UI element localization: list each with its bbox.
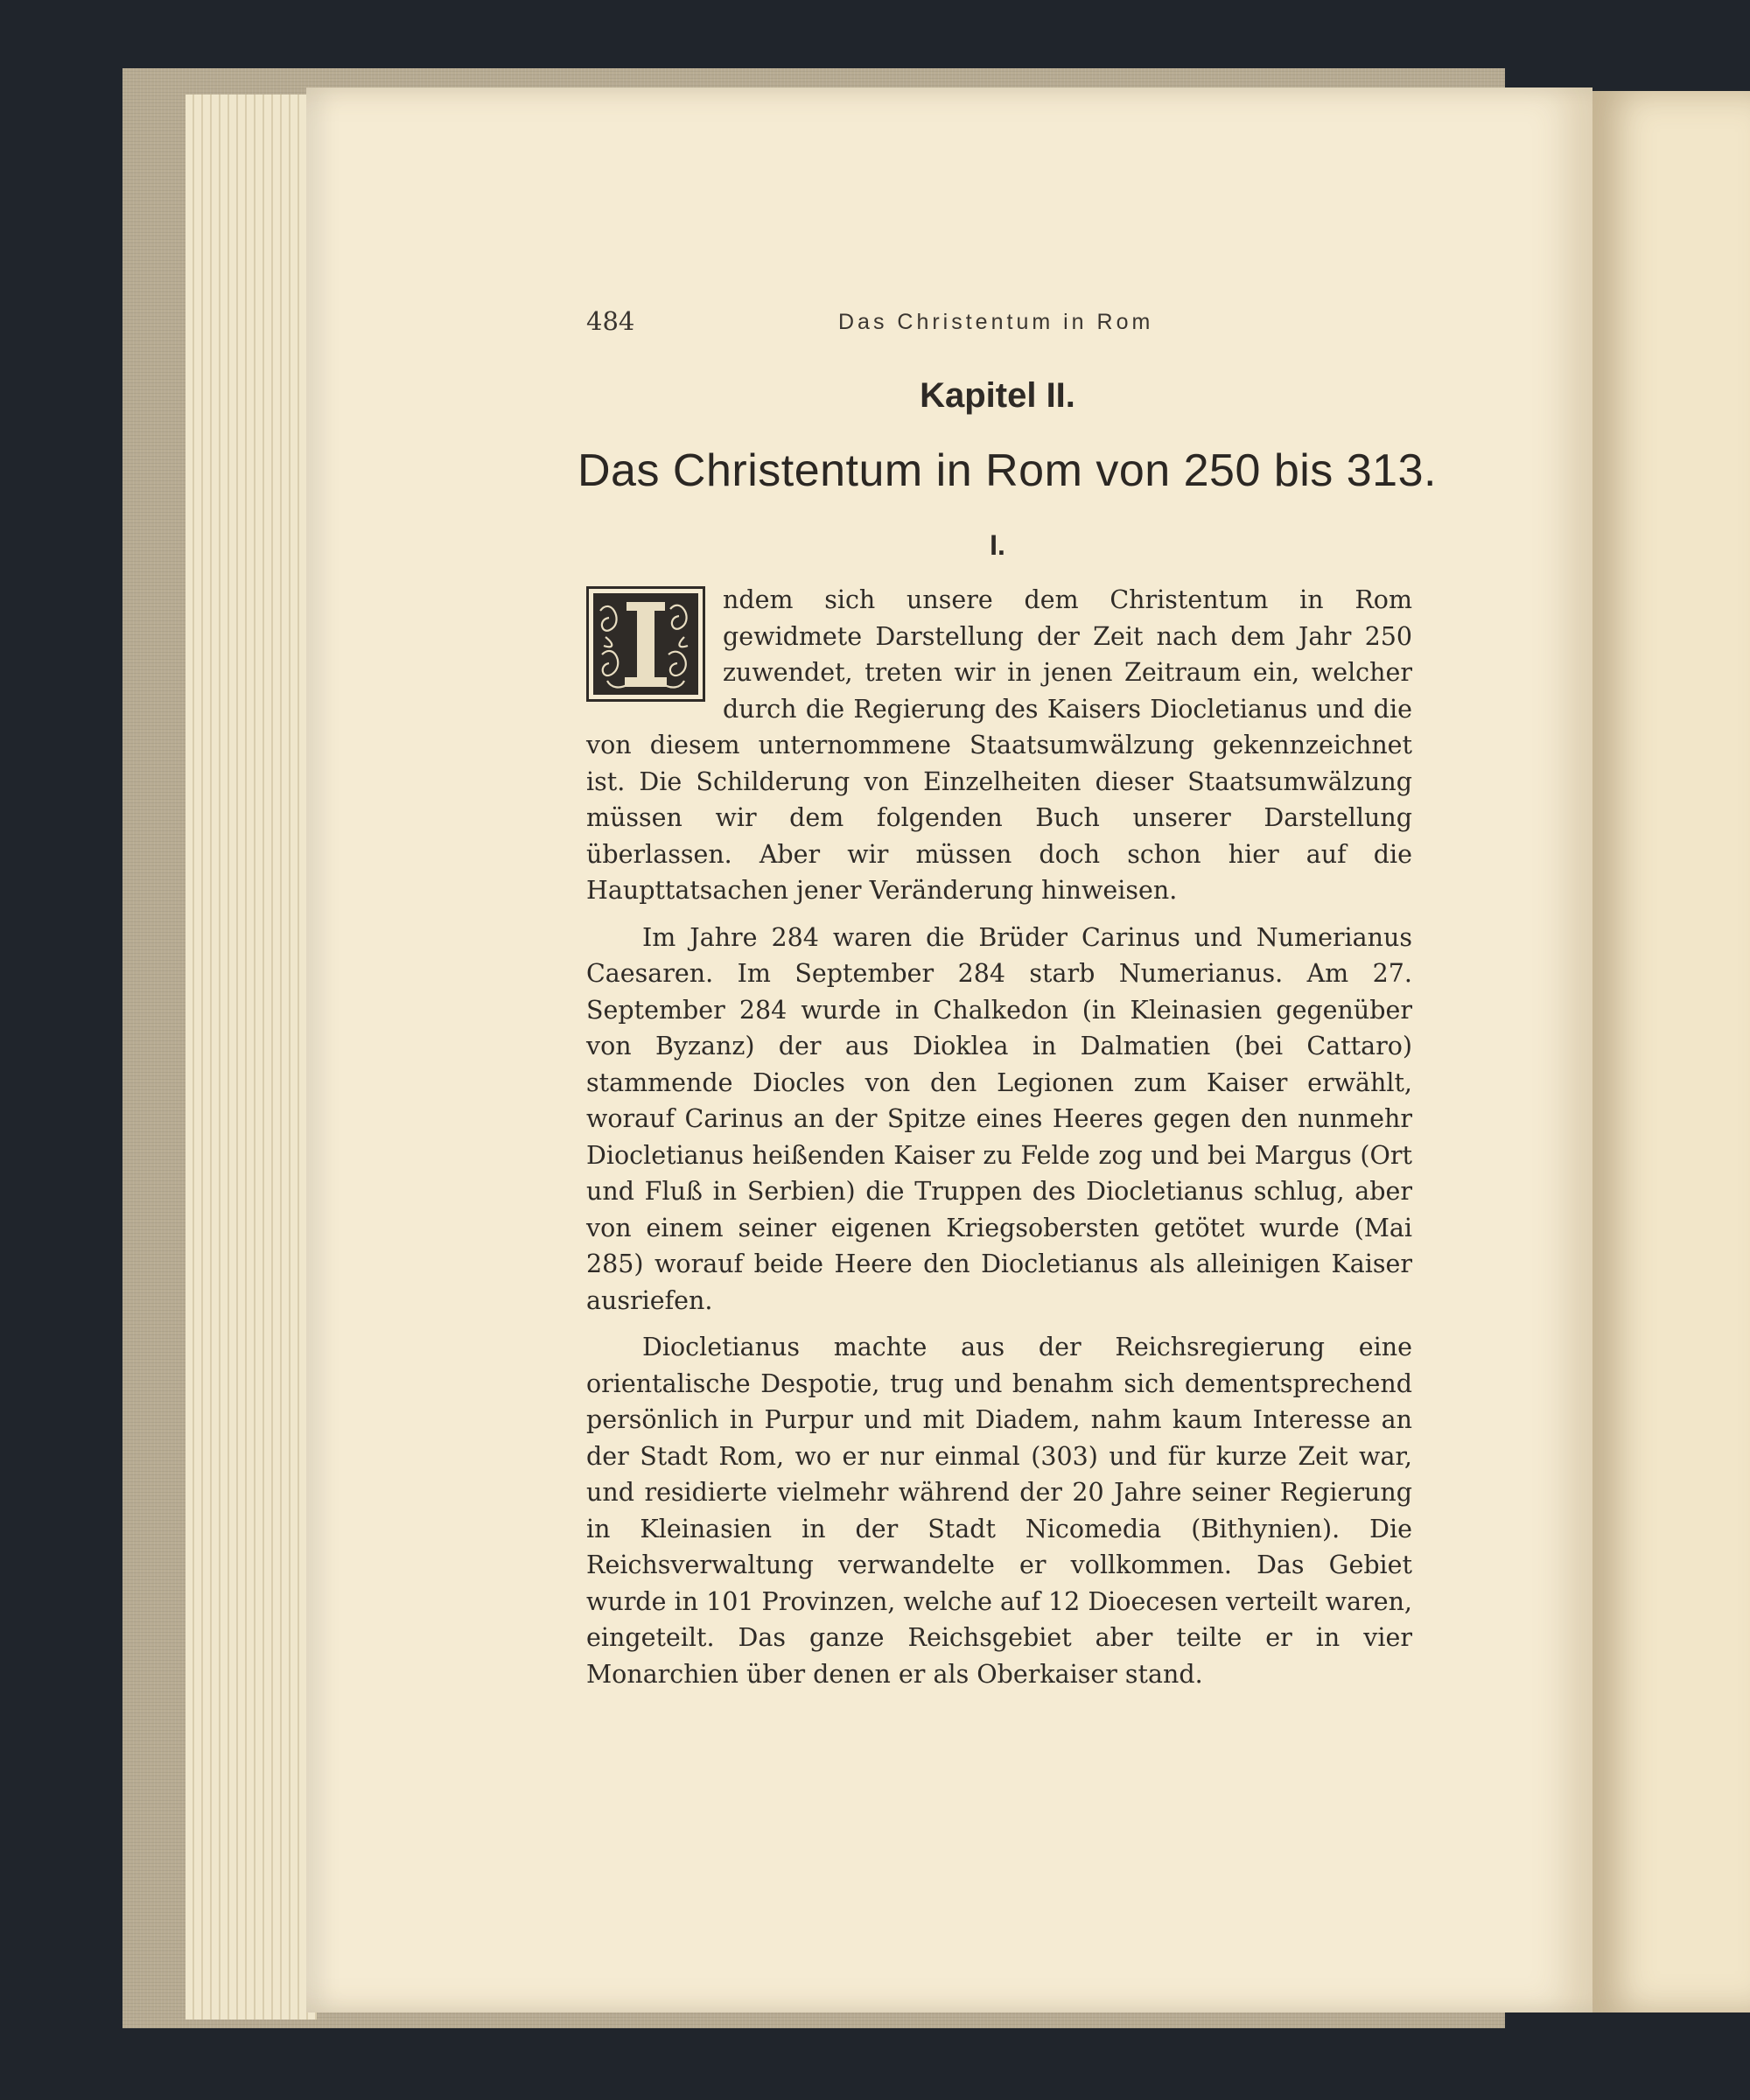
running-header (586, 306, 1409, 345)
ornament-icon (593, 593, 698, 695)
page-edges (186, 94, 317, 2020)
decorative-initial (586, 586, 705, 702)
body-text (586, 582, 1412, 1692)
section-number: I. (990, 529, 1005, 561)
paragraph: Im Jahre 284 waren die Brüder Carinus und Numerianus Caesaren. Im September 284 starb Numerianus. Am 27. September 284 wurde in Chalkedon (in Kleinasien gegenüber von Byzanz) der aus Dioklea in Dalmatien (bei Cattaro) stammende Diocles von den Legionen zum Kaiser erwählt, worauf Carinus an der Spitze eines Heeres gegen den nunmehr Diocletianus heißenden Kaiser zu Felde zog und bei Margus (Ort und Fluß in Serbien) die Truppen des Diocletianus schlug, aber von einem seiner eigenen Kriegsobersten getötet wurde (Mai 285) worauf beide Heere den Diocletianus als alleinigen Kaiser ausriefen. (586, 922, 1412, 1315)
paragraph: Diocletianus machte aus der Reichsregierung eine orientalische Despotie, trug und benahm sich dementsprechend persönlich in Purpur und mit Diadem, nahm kaum Interesse an der Stadt Rom, wo er nur einmal (303) und für kurze Zeit war, und residierte vielmehr während der 20 Jahre seiner Regierung in Kleinasien in der Stadt Nicomedia (Bithynien). Die Reichsverwaltung verwandelte er vollkommen. Das Gebiet wurde in 101 Provinzen, welche auf 12 Dioecesen verteilt waren, eingeteilt. Das ganze Reichsgebiet aber teilte er in vier Monarchien über denen er als Oberkaiser stand. (586, 1333, 1412, 1689)
page-number: 484 (586, 306, 635, 336)
chapter-title: Das Christentum in Rom von 250 bis 313. (578, 445, 1437, 496)
chapter-label: Kapitel II. (920, 376, 1075, 415)
facing-page-edge (1592, 91, 1750, 2012)
running-title: Das Christentum in Rom (838, 310, 1154, 334)
paragraph: ndem sich unsere dem Christentum in Rom gewidmete Darstellung der Zeit nach dem Jahr 250 zuwendet, treten wir in jenen Zeitraum ein, welcher durch die Regierung des Kaisers Diocletianus und die von diesem unternommene Staatsumwälzung gekennzeichnet ist. Die Schilderung von Einzelheiten dieser Staatsumwälzung müssen wir dem folgenden Buch unserer Darstellung überlassen. Aber wir müssen doch schon hier auf die Haupttatsachen jener Veränderung hinweisen. (586, 585, 1412, 905)
